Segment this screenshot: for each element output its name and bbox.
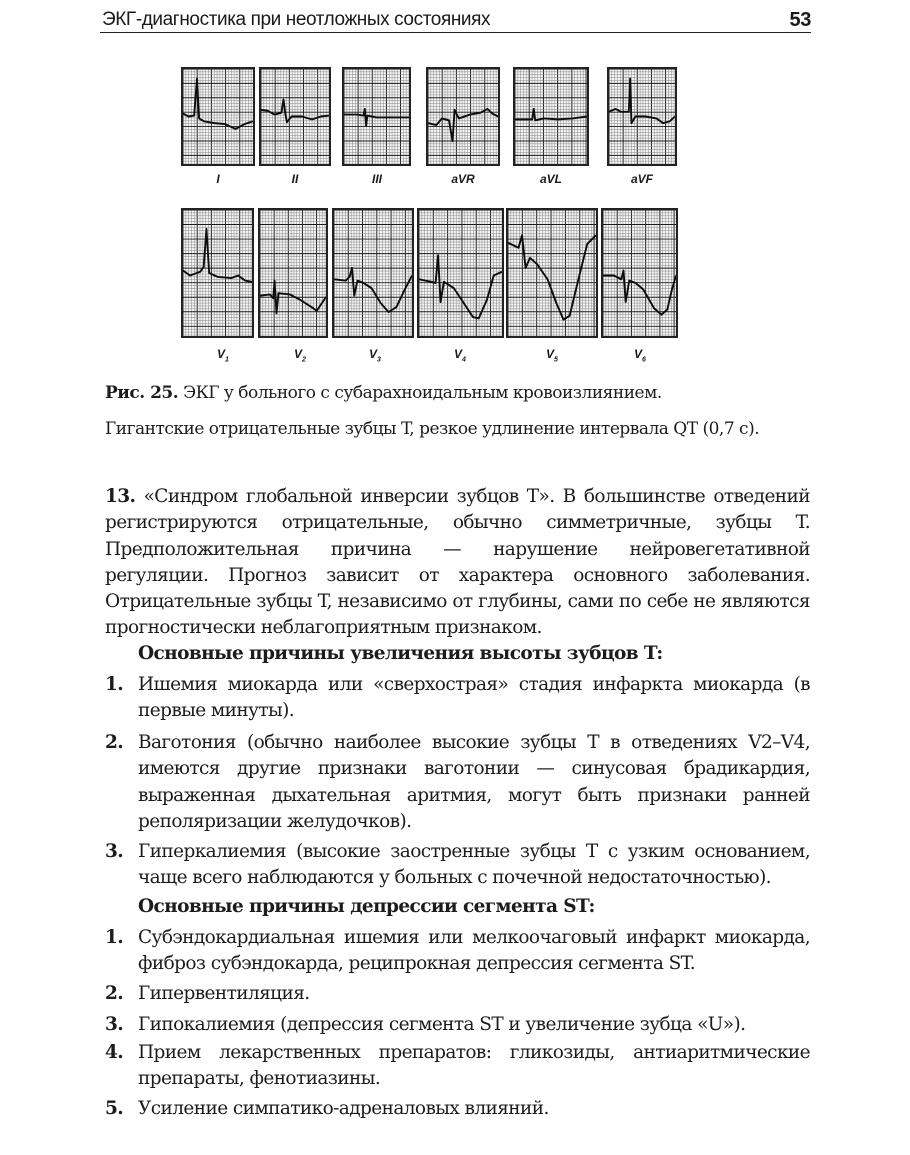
lead-label-V5: $V_5$ — [546, 347, 558, 364]
ecg-panel-II — [259, 67, 331, 166]
running-title: ЭКГ-диагностика при неотложных состояниях — [102, 9, 491, 30]
ecg-panel-V1 — [181, 208, 254, 338]
running-header — [100, 6, 811, 33]
lead-label-I: I — [216, 172, 220, 186]
st-depression-item: 2. Гипервентиляция. — [105, 983, 310, 1004]
st-depression-item: 3. Гипокалиемия (депрессия сегмента ST и увеличение зубца «U»). — [105, 1014, 746, 1035]
ecg-panel-I — [181, 67, 255, 166]
lead-label-V3: $V_3$ — [369, 347, 381, 364]
lead-label-V2: $V_2$ — [294, 347, 306, 364]
lead-label-aVL: aVL — [539, 172, 562, 186]
ecg-grid — [603, 210, 676, 336]
ecg-panel-V3 — [332, 208, 414, 338]
page-number: 53 — [789, 9, 811, 31]
figure-caption-label: Рис. 25. — [105, 383, 179, 403]
lead-label-aVR: aVR — [451, 172, 475, 186]
ecg-panel-aVR — [426, 67, 500, 166]
ecg-panel-V4 — [417, 208, 504, 338]
st-depression-item: 1. Субэндокардиальная ишемия или мелкоочаговый инфаркт миокарда, фиброз субэндокарда, реципрокная депрессия сегмента ST. — [105, 927, 810, 975]
ecg-grid — [183, 210, 252, 336]
st-depression-item: 5. Усиление симпатико-адреналовых влияний. — [105, 1098, 549, 1119]
lead-label-II: II — [291, 172, 299, 186]
tall-t-item: 2. Ваготония (обычно наиболее высокие зубцы T в отведениях V2–V4, имеются другие признаки ваготонии — синусовая брадикардия, выраженная дыхательная аритмия, могут быть признаки ранней реполяризации желудочков). — [105, 732, 810, 832]
st-depression-item: 4. Прием лекарственных препаратов: гликозиды, антиаритмические препараты, фенотиазины. — [105, 1042, 810, 1090]
ecg-grid — [419, 210, 502, 336]
ecg-trace-V3 — [334, 268, 412, 312]
ecg-grid — [334, 210, 412, 336]
figure-caption — [105, 383, 662, 403]
figure-caption-title: ЭКГ у больного с субарахноидальным кровоизлиянием. — [183, 383, 662, 403]
ecg-grid — [508, 210, 596, 336]
ecg-trace-III — [344, 109, 409, 126]
ecg-panel-V6 — [601, 208, 678, 338]
ecg-panel-aVF — [607, 67, 677, 166]
st-depression-heading: Основные причины депрессии сегмента ST: — [138, 896, 595, 917]
section-13 — [105, 484, 810, 642]
lead-label-V4: $V_4$ — [454, 347, 466, 364]
section-13-number: 13. — [105, 486, 136, 507]
section-13-text: «Синдром глобальной инверсии зубцов T». В большинстве отведений регистрируются отрицательные, обычно симметричные, зубцы T. Предположительная причина — нарушение нейровегетативной регуляции. Прогноз зависит от характера основного заболевания. Отрицательные зубцы T, независимо от глубины, сами по себе не являются прогностически неблагоприятным признаком. — [105, 486, 810, 639]
tall-t-heading: Основные причины увеличения высоты зубцов T: — [138, 643, 663, 664]
tall-t-item: 1. Ишемия миокарда или «сверхострая» стадия инфаркта миокарда (в первые минуты). — [105, 674, 810, 722]
ecg-panel-V5 — [506, 208, 598, 338]
ecg-grid — [260, 210, 326, 336]
ecg-panel-III — [342, 67, 411, 166]
figure-caption-note: Гигантские отрицательные зубцы T, резкое удлинение интервала QT (0,7 с). — [105, 419, 760, 439]
ecg-panel-V2 — [258, 208, 328, 338]
lead-label-V6: $V_6$ — [634, 347, 646, 364]
ecg-trace-aVL — [515, 109, 587, 120]
lead-label-aVF: aVF — [630, 172, 653, 186]
lead-label-V1: $V_1$ — [217, 347, 229, 364]
lead-label-III: III — [371, 172, 382, 186]
ecg-panel-aVL — [513, 67, 589, 166]
tall-t-item: 3. Гиперкалиемия (высокие заостренные зубцы T с узким основанием, чаще всего наблюдаются у больных с почечной недостаточностью). — [105, 841, 810, 889]
ecg-grid — [515, 69, 587, 164]
